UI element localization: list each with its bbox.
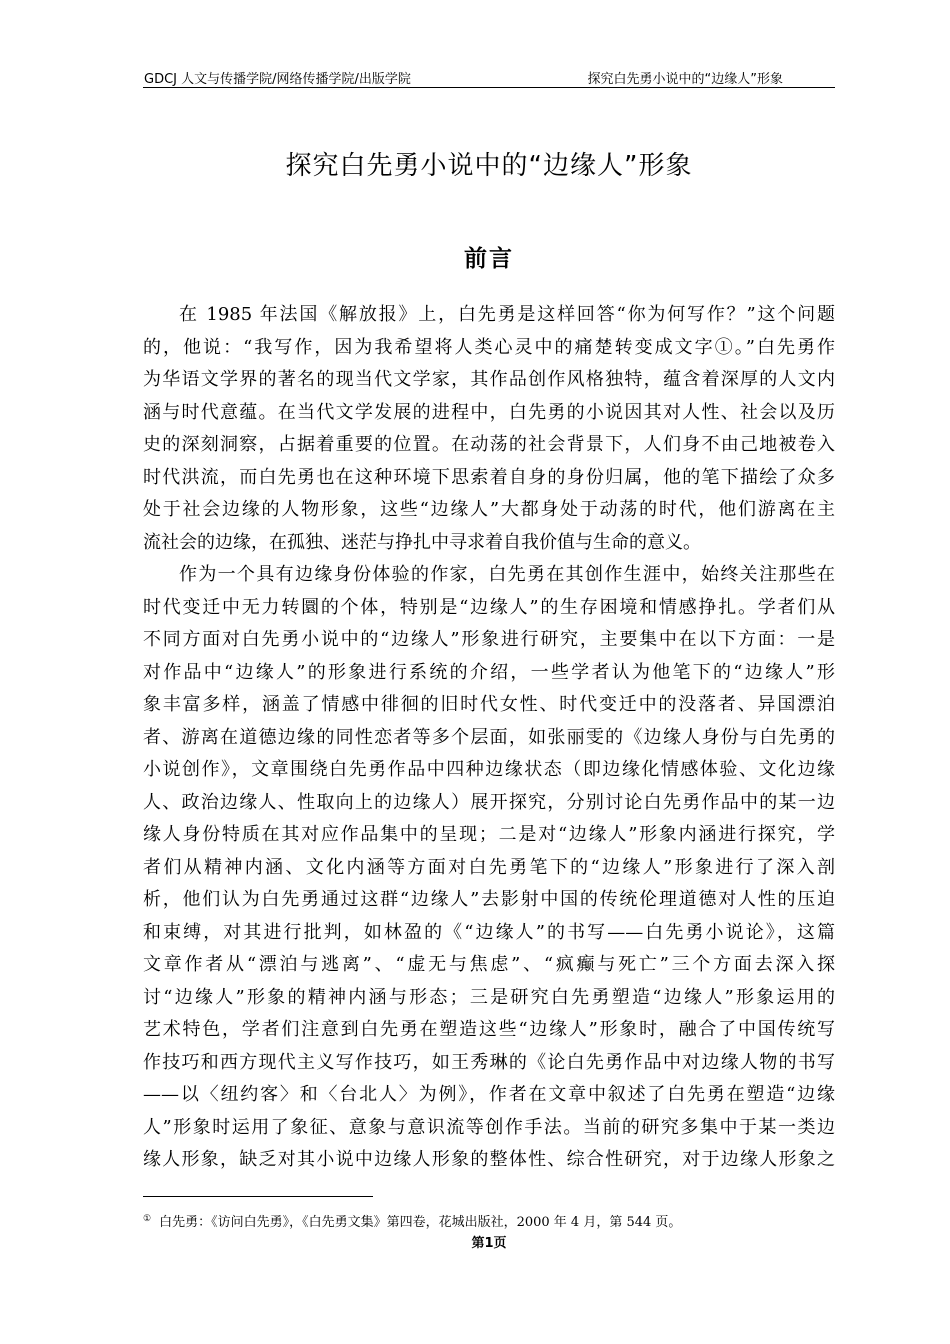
text-line: 为华语文学界的著名的现当代文学家，其作品创作风格独特，蕴含着深厚的人文内 — [143, 369, 835, 390]
text-line: 讨“边缘人”形象的精神内涵与形态；三是研究白先勇塑造“边缘人”形象运用的 — [143, 986, 835, 1008]
text-line: 者们从精神内涵、文化内涵等方面对白先勇笔下的“边缘人”形象进行了深入剖 — [143, 856, 835, 878]
text-line: 史的深刻洞察，占据着重要的位置。在动荡的社会背景下，人们身不由己地被卷入 — [143, 434, 835, 455]
text-line: 不同方面对白先勇小说中的“边缘人”形象进行研究，主要集中在以下方面：一是 — [143, 629, 835, 650]
text-line: 对作品中“边缘人”的形象进行系统的介绍，一些学者认为他笔下的“边缘人”形 — [143, 661, 835, 683]
section-heading-preface: 前言 — [464, 246, 514, 272]
paragraph-2 — [143, 559, 835, 1177]
text-line: 处于社会边缘的人物形象，这些“边缘人”大都身处于动荡的时代，他们游离在主 — [143, 499, 835, 520]
text-line: 在 1985 年法国《解放报》上，白先勇是这样回答“你为何写作？”这个问题 — [179, 304, 835, 325]
text-line: ——以〈纽约客〉和〈台北人〉为例》，作者在文章中叙述了白先勇在塑造“边缘 — [143, 1084, 835, 1105]
text-line: 作为一个具有边缘身份体验的作家，白先勇在其创作生涯中，始终关注那些在 — [179, 564, 835, 585]
text-line: 人”形象时运用了象征、意象与意识流等创作手法。当前的研究多集中于某一类边 — [143, 1116, 835, 1138]
paper-title: 探究白先勇小说中的“边缘人”形象 — [285, 151, 693, 181]
header-paper-title: 探究白先勇小说中的“边缘人”形象 — [587, 72, 783, 87]
text-line: 象丰富多样，涵盖了情感中徘徊的旧时代女性、时代变迁中的没落者、异国漂泊 — [143, 694, 835, 715]
text-line: 流社会的边缘，在孤独、迷茫与挣扎中寻求着自我价值与生命的意义。 — [143, 531, 701, 553]
text-line: 缘人形象，缺乏对其小说中边缘人形象的整体性、综合性研究，对于边缘人形象之 — [143, 1149, 835, 1170]
footnote-marker: ① — [143, 1213, 152, 1224]
text-line: 时代变迁中无力转圜的个体，特别是“边缘人”的生存困境和情感挣扎。学者们从 — [143, 596, 835, 618]
body-text — [143, 299, 835, 1177]
text-line: 缘人身份特质在其对应作品集中的呈现；二是对“边缘人”形象内涵进行探究，学 — [143, 824, 835, 845]
text-line: 人、政治边缘人、性取向上的边缘人）展开探究，分别讨论白先勇作品中的某一边 — [143, 791, 835, 813]
text-line: 文章作者从“漂泊与逃离”、“虚无与焦虑”、“疯癫与死亡”三个方面去深入探 — [143, 954, 835, 975]
page-number: 第1页 — [471, 1236, 507, 1251]
text-line: 小说创作》，文章围绕白先勇作品中四种边缘状态（即边缘化情感体验、文化边缘 — [143, 759, 835, 780]
text-line: 时代洪流，而白先勇也在这种环境下思索着自身的身份归属，他的笔下描绘了众多 — [143, 466, 835, 488]
text-line: 艺术特色，学者们注意到白先勇在塑造这些“边缘人”形象时，融合了中国传统写 — [143, 1019, 835, 1040]
header-institution: GDCJ 人文与传播学院/网络传播学院/出版学院 — [144, 72, 411, 87]
text-line: 作技巧和西方现代主义写作技巧，如王秀琳的《论白先勇作品中对边缘人物的书写 — [143, 1051, 835, 1073]
footnote — [143, 1211, 835, 1230]
text-line: 的，他说：“我写作，因为我希望将人类心灵中的痛楚转变成文字①。”白先勇作 — [143, 336, 835, 358]
footnote-text: 白先勇：《访问白先勇》，《白先勇文集》第四卷，花城出版社，2000 年 4 月，第 544 页。 — [159, 1215, 682, 1230]
paragraph-1 — [143, 299, 835, 559]
running-header — [143, 67, 835, 88]
footnote-separator — [143, 1196, 373, 1197]
text-line: 和束缚，对其进行批判，如林盈的《“边缘人”的书写——白先勇小说论》，这篇 — [143, 921, 835, 943]
text-line: 析，他们认为白先勇通过这群“边缘人”去影射中国的传统伦理道德对人性的压迫 — [143, 889, 835, 910]
text-line: 涵与时代意蕴。在当代文学发展的进程中，白先勇的小说因其对人性、社会以及历 — [143, 401, 835, 423]
text-line: 者、游离在道德边缘的同性恋者等多个层面，如张丽雯的《边缘人身份与白先勇的 — [143, 726, 835, 748]
